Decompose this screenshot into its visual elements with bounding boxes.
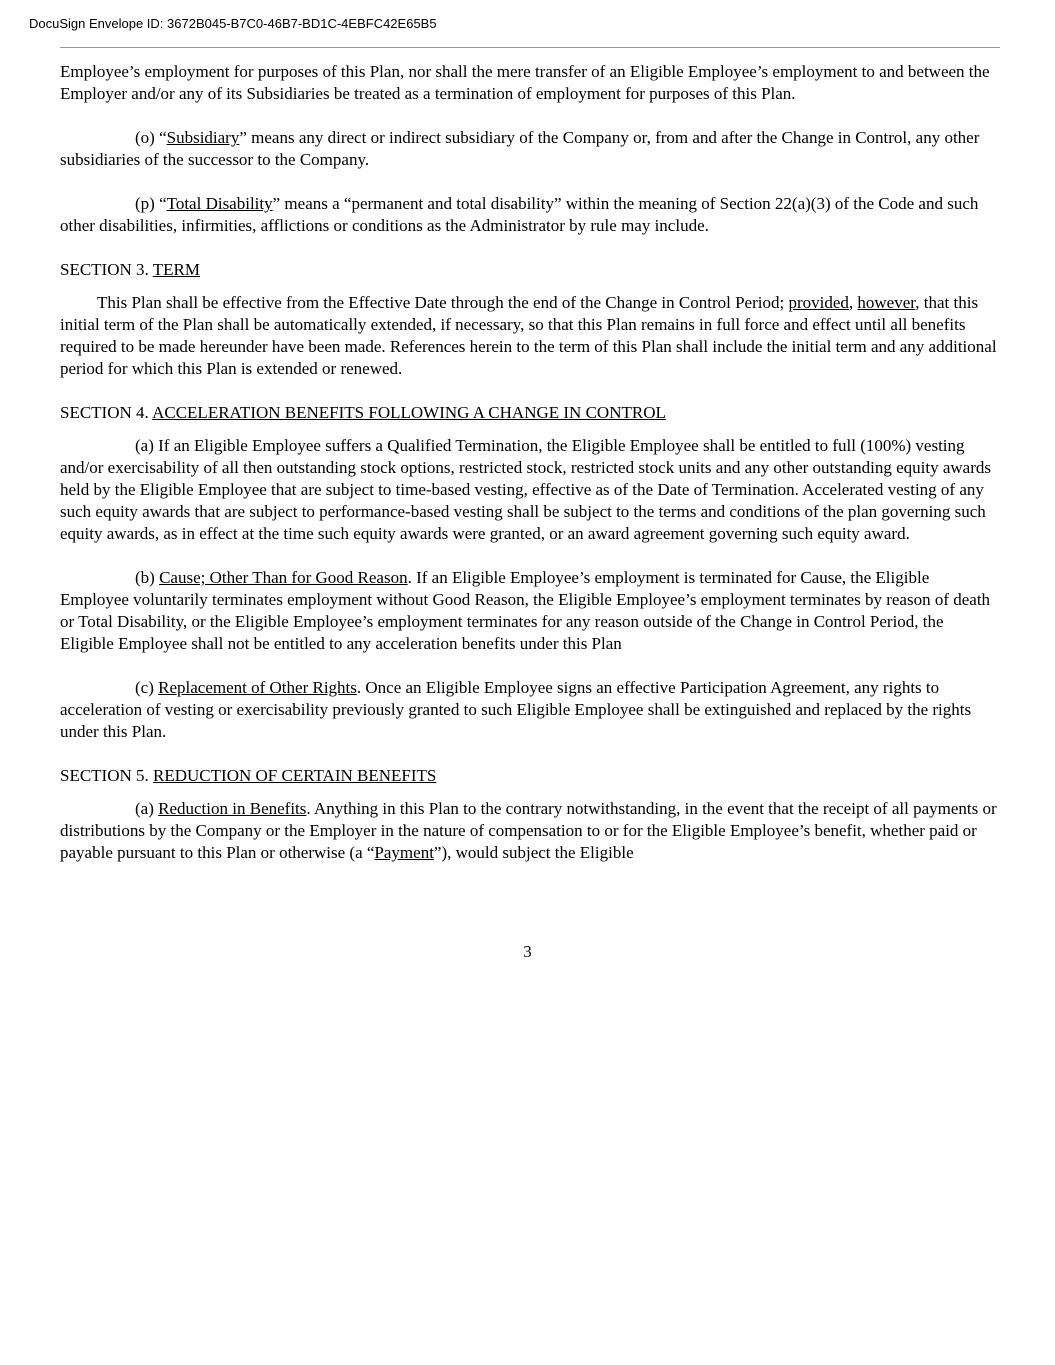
section-3-text-b: , that this initial term of the Plan shall be automatically extended, if necessary, so that this Plan remains in full force and effect until all benefits required to be made hereunder have been made. References herein to the term of this Plan shall include the initial term and any additional period for which this Plan is extended or renewed. xyxy=(60,293,997,378)
section-4-c-prefix: (c) xyxy=(135,678,159,697)
section-4-c-text: . Once an Eligible Employee signs an effective Participation Agreement, any rights to acceleration of vesting or exercisability previously granted to such Eligible Employee shall be extinguished and replaced by the rights under this Plan. xyxy=(60,678,972,741)
section-3-text-a: This Plan shall be effective from the Effective Date through the end of the Change in Control Period; xyxy=(97,293,789,312)
section-4-b-prefix: (b) xyxy=(135,568,160,587)
definition-subsidiary xyxy=(60,127,1000,171)
def-o-rest: ” means any direct or indirect subsidiary of the Company or, from and after the Change in Control, any other subsidiaries of the successor to the Company. xyxy=(60,128,980,169)
header-divider xyxy=(60,47,1000,48)
section-4-a-paragraph: (a) If an Eligible Employee suffers a Qualified Termination, the Eligible Employee shall be entitled to full (100%) vesting and/or exercisability of all then outstanding stock options, restricted stock, restricted stock units and any other outstanding equity awards held by the Eligible Employee that are subject to time-based vesting, effective as of the Date of Termination. Accelerated vesting of any such equity awards that are subject to performance-based vesting shall be subject to the terms and conditions of the plan governing such equity awards, as in effect at the time such equity awards were granted, or an award agreement governing such equity award. xyxy=(60,436,992,543)
def-p-prefix: (p) “ xyxy=(135,194,167,213)
however-term: however xyxy=(857,293,916,312)
section-4-label: SECTION 4. xyxy=(60,403,153,422)
def-p-term: Total Disability xyxy=(166,194,273,213)
section-4-title: ACCELERATION BENEFITS FOLLOWING A CHANGE IN CONTROL xyxy=(152,403,666,422)
section-5-a-text: . Anything in this Plan to the contrary notwithstanding, in the event that the receipt of all payments or distributions by the Company or the Employer in the nature of compensation to or for the Eligible Employee’s benefit, whether paid or payable pursuant to this Plan or otherwise (a “ xyxy=(60,799,997,862)
section-4-b-title: Cause; Other Than for Good Reason xyxy=(159,568,408,587)
page-number: 3 xyxy=(523,942,532,961)
document-body xyxy=(60,61,1000,864)
continuation-paragraph: Employee’s employment for purposes of this Plan, nor shall the mere transfer of an Eligible Employee’s employment to and between the Employer and/or any of its Subsidiaries be treated as a termination of employment for purposes of this Plan. xyxy=(60,62,990,103)
section-5-a-end: ”), would subject the Eligible xyxy=(433,843,634,862)
def-p-rest: ” means a “permanent and total disability” within the meaning of Section 22(a)(3) of the Code and such other disabilities, infirmities, afflictions or conditions as the Administrator by rule may include. xyxy=(60,194,979,235)
section-5-a-title: Reduction in Benefits xyxy=(158,799,307,818)
section-5-title: REDUCTION OF CERTAIN BENEFITS xyxy=(153,766,437,785)
section-3-heading xyxy=(60,259,1000,281)
section-3-title: TERM xyxy=(152,260,200,279)
section-4-heading xyxy=(60,402,1000,424)
section-4-c-paragraph xyxy=(60,677,1000,743)
section-4-c-title: Replacement of Other Rights xyxy=(158,678,357,697)
section-5-label: SECTION 5. xyxy=(60,766,154,785)
section-3-paragraph xyxy=(60,292,1000,380)
section-4-b-text: . If an Eligible Employee’s employment is terminated for Cause, the Eligible Employee voluntarily terminates employment without Good Reason, the Eligible Employee’s employment terminates by reason of death or Total Disability, or the Eligible Employee’s employment terminates for any reason outside of the Change in Control Period, the Eligible Employee shall not be entitled to any acceleration benefits under this Plan xyxy=(60,568,991,653)
provided-term: provided xyxy=(788,293,849,312)
section-3-sep: , xyxy=(848,293,858,312)
section-4-b-paragraph xyxy=(60,567,1000,655)
def-o-prefix: (o) “ xyxy=(135,128,167,147)
def-o-term: Subsidiary xyxy=(166,128,240,147)
section-5-a-paragraph xyxy=(60,798,1000,864)
payment-term: Payment xyxy=(374,843,434,862)
section-5-heading xyxy=(60,765,1000,787)
definition-total-disability xyxy=(60,193,1000,237)
docusign-envelope-id: DocuSign Envelope ID: 3672B045-B7C0-46B7-BD1C-4EBFC42E65B5 xyxy=(29,16,437,31)
section-3-label: SECTION 3. xyxy=(60,260,153,279)
section-5-a-prefix: (a) xyxy=(135,799,159,818)
